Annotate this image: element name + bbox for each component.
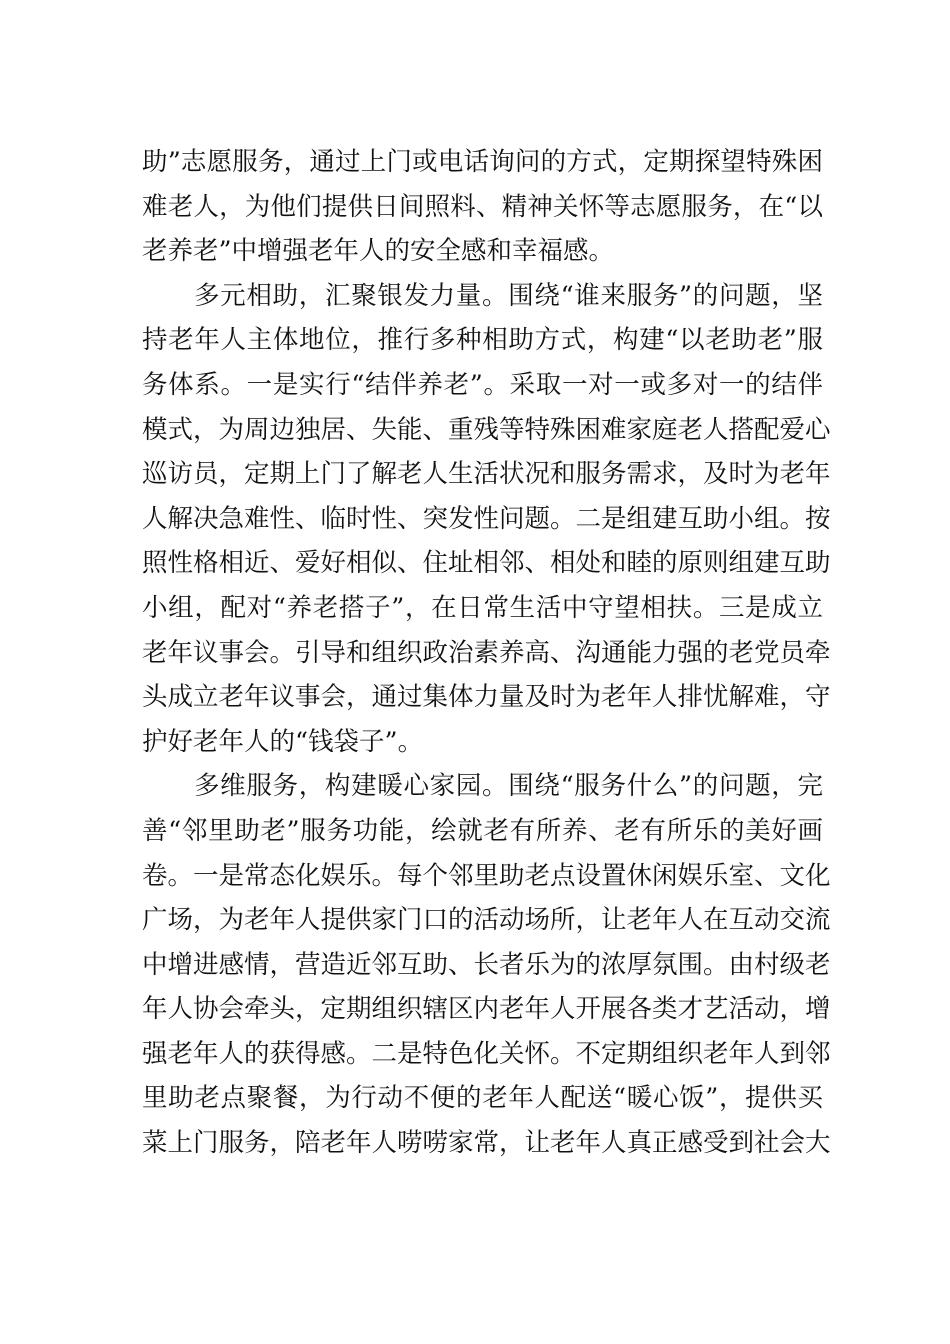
text-line: 多维服务，构建暖心家园。围绕“服务什么”的问题，完 <box>194 771 823 802</box>
text-line: 中增进感情，营造近邻互助、长者乐为的浓厚氛围。由村级老 <box>142 949 831 980</box>
text-line: 老养老”中增强老年人的安全感和幸福感。 <box>142 236 615 267</box>
text-line: 小组，配对“养老搭子”，在日常生活中守望相扶。三是成立 <box>142 592 823 623</box>
text-line: 卷。一是常态化娱乐。每个邻里助老点设置休闲娱乐室、文化 <box>142 860 831 891</box>
text-line: 多元相助，汇聚银发力量。围绕“谁来服务”的问题，坚 <box>194 280 823 311</box>
text-line: 务体系。一是实行“结伴养老”。采取一对一或多对一的结伴 <box>142 369 823 400</box>
text-line: 强老年人的获得感。二是特色化关怀。不定期组织老年人到邻 <box>142 1038 831 1069</box>
text-line: 善“邻里助老”服务功能，绘就老有所养、老有所乐的美好画 <box>142 815 823 846</box>
document-page <box>142 140 831 1166</box>
text-line: 老年议事会。引导和组织政治素养高、沟通能力强的老党员牵 <box>142 637 831 668</box>
text-line: 护好老年人的“钱袋子”。 <box>142 726 424 757</box>
text-line: 模式，为周边独居、失能、重残等特殊困难家庭老人搭配爱心 <box>142 414 831 445</box>
text-line: 难老人，为他们提供日间照料、精神关怀等志愿服务，在“以 <box>142 191 823 222</box>
text-line: 助”志愿服务，通过上门或电话询问的方式，定期探望特殊困 <box>142 147 823 177</box>
text-line: 年人协会牵头，定期组织辖区内老年人开展各类才艺活动，增 <box>142 994 831 1025</box>
text-line: 持老年人主体地位，推行多种相助方式，构建“以老助老”服 <box>142 325 823 356</box>
text-line: 头成立老年议事会，通过集体力量及时为老年人排忧解难，守 <box>142 682 831 713</box>
text-line: 菜上门服务，陪老年人唠唠家常，让老年人真正感受到社会大 <box>142 1128 831 1159</box>
text-line: 人解决急难性、临时性、突发性问题。二是组建互助小组。按 <box>142 503 831 534</box>
text-line: 里助老点聚餐，为行动不便的老年人配送“暖心饭”，提供买 <box>142 1083 823 1114</box>
text-line: 广场，为老年人提供家门口的活动场所，让老年人在互动交流 <box>142 905 831 936</box>
text-line: 巡访员，定期上门了解老人生活状况和服务需求，及时为老年 <box>142 459 831 490</box>
text-line: 照性格相近、爱好相似、住址相邻、相处和睦的原则组建互助 <box>142 548 831 579</box>
